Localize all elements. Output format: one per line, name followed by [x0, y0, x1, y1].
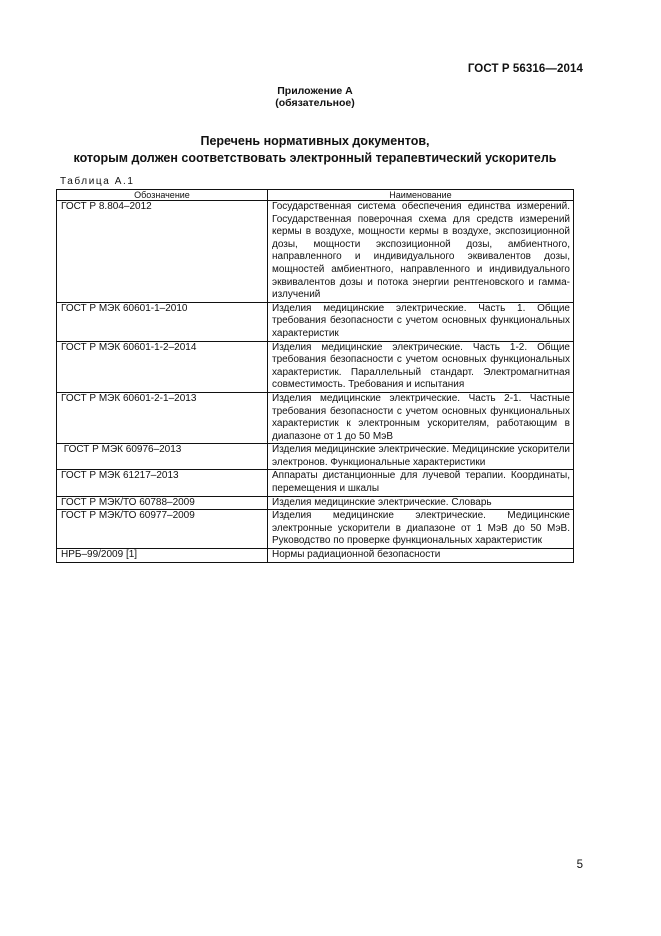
annex-status: (обязательное) [275, 97, 355, 109]
document-name-cell: Аппараты дистанционные для лучевой терапии. Координаты, перемещения и шкалы [268, 470, 574, 496]
document-name-cell: Изделия медицинские электрические. Часть 2-1. Частные требования безопасности с учетом основных функциональных характеристик к электронным ускорителям, работающим в диапазоне от 1 до 50 МэВ [268, 392, 574, 443]
document-code-cell: ГОСТ Р МЭК 60601-1–2010 [57, 302, 268, 341]
table-row [57, 470, 574, 496]
table-row [57, 496, 574, 510]
document-title-line-2: которым должен соответствовать электронный терапевтический ускоритель [73, 151, 557, 165]
normative-documents-table [56, 189, 574, 563]
document-name-cell: Изделия медицинские электрические. Медицинские электронные ускорители в диапазоне от 1 МэВ до 50 МэВ. Руководство по проверке функциональных характеристик [268, 510, 574, 549]
document-code-cell: ГОСТ Р МЭК 60601-1-2–2014 [57, 341, 268, 392]
table-row [57, 510, 574, 549]
table-row [57, 549, 574, 563]
table-row [57, 201, 574, 303]
document-code-cell: ГОСТ Р МЭК/ТО 60977–2009 [57, 510, 268, 549]
document-code-cell: НРБ–99/2009 [1] [57, 549, 268, 563]
document-code-cell: ГОСТ Р МЭК/ТО 60788–2009 [57, 496, 268, 510]
annex-title: Приложение А [277, 85, 353, 97]
document-title-line-1: Перечень нормативных документов, [200, 134, 430, 148]
table-row [57, 302, 574, 341]
document-name-cell: Изделия медицинские электрические. Медицинские ускорители электронов. Функциональные характеристики [268, 444, 574, 470]
document-code-cell: ГОСТ Р МЭК 60976–2013 [57, 444, 268, 470]
table-header-row [57, 190, 574, 201]
document-name-cell: Государственная система обеспечения единства измерений. Государственная поверочная схема для средств измерений кермы в воздухе, мощности кермы в воздухе, экспозиционной дозы, мощности экспозиционной дозы, амбиентного, направленного и индивидуального эквивалентов дозы, мощностей амбиентного, направленного и индивидуального эквивалентов дозы и потока энергии рентгеновского и гамма-излучений [268, 201, 574, 303]
table-row [57, 444, 574, 470]
column-header-name: Наименование [268, 190, 574, 201]
document-name-cell: Изделия медицинские электрические. Часть 1-2. Общие требования безопасности с учетом основных функциональных характеристик. Параллельный стандарт. Электромагнитная совместимость. Требования и испытания [268, 341, 574, 392]
document-code: ГОСТ Р 56316—2014 [467, 63, 583, 75]
document-title [0, 133, 630, 167]
document-code-cell: ГОСТ Р МЭК 61217–2013 [57, 470, 268, 496]
column-header-designation: Обозначение [57, 190, 268, 201]
document-name-cell: Нормы радиационной безопасности [268, 549, 574, 563]
document-code-cell: ГОСТ Р 8.804–2012 [57, 201, 268, 303]
table-row [57, 341, 574, 392]
table-caption: Таблица А.1 [60, 176, 135, 187]
annex-heading [0, 85, 630, 109]
document-name-cell: Изделия медицинские электрические. Словарь [268, 496, 574, 510]
document-code-cell: ГОСТ Р МЭК 60601-2-1–2013 [57, 392, 268, 443]
table-row [57, 392, 574, 443]
document-name-cell: Изделия медицинские электрические. Часть 1. Общие требования безопасности с учетом основных функциональных характеристик [268, 302, 574, 341]
page-number: 5 [576, 859, 583, 871]
